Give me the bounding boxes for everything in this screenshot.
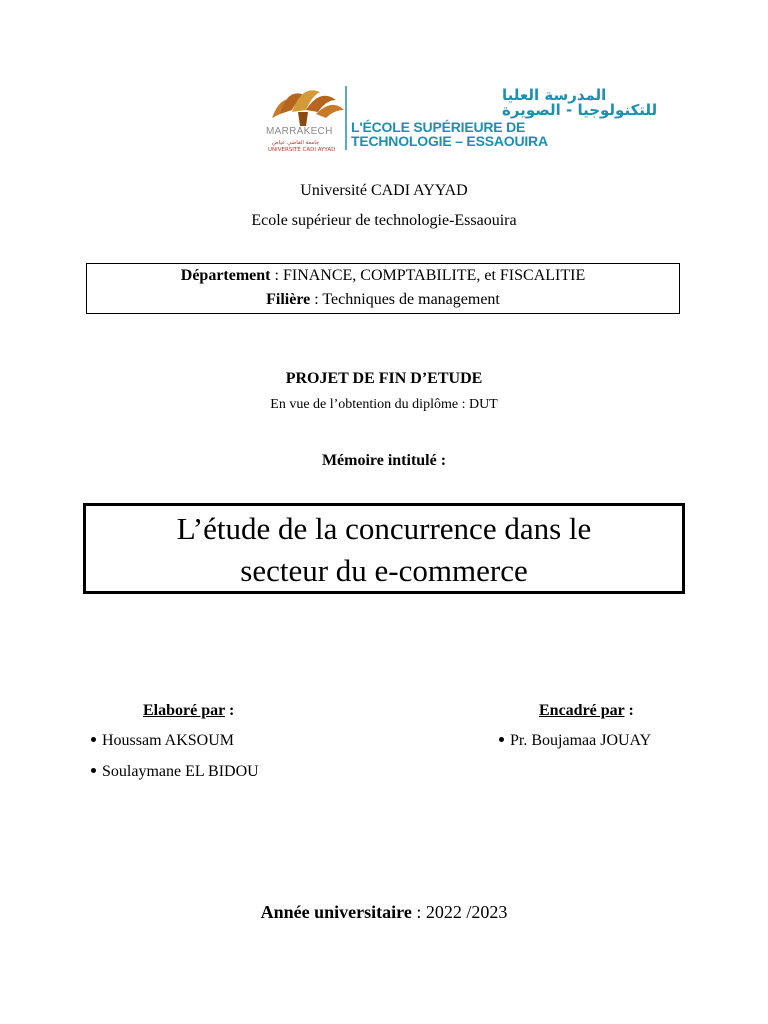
filiere-line	[87, 291, 679, 309]
authors-heading	[143, 702, 234, 720]
author-name: Soulaymane EL BIDOU	[102, 763, 259, 780]
authors-heading-text: Elaboré par	[143, 702, 225, 719]
academic-year-label: Année universitaire	[260, 902, 412, 922]
logo-school-fr-line1: L'ÉCOLE SUPÉRIEURE DE	[351, 119, 526, 135]
department-line	[87, 267, 679, 285]
supervisor-name: Pr. Boujamaa JOUAY	[510, 732, 652, 749]
department-box	[86, 263, 680, 314]
logo-graphic	[262, 82, 658, 154]
authors-heading-suffix: :	[224, 702, 235, 719]
logo-univ-ar-text: جامعة القاضي عياض	[272, 140, 320, 146]
logo-univ-fr-text: UNIVERSITÉ CADI AYYAD	[268, 147, 336, 153]
logo-city-text: MARRAKECH	[266, 126, 333, 137]
thesis-title-line1: L’étude de la concurrence dans le	[176, 511, 592, 546]
bullet-icon	[499, 737, 504, 742]
bullet-icon	[91, 737, 96, 742]
logo-school-ar-line2: للتكنولوجيا - الصويرة	[502, 101, 658, 119]
logo-school-fr-line2: TECHNOLOGIE – ESSAOUIRA	[351, 133, 548, 149]
filiere-value: : Techniques de management	[310, 291, 500, 308]
university-name: Université CADI AYYAD	[300, 182, 468, 199]
memoire-label: Mémoire intitulé :	[321, 452, 447, 469]
author-item	[91, 763, 259, 781]
bullet-icon	[91, 768, 96, 773]
supervisor-item	[499, 732, 651, 750]
filiere-label: Filière	[266, 291, 311, 308]
author-name: Houssam AKSOUM	[102, 732, 235, 749]
supervisor-heading-suffix: :	[624, 702, 634, 719]
school-name: Ecole supérieur de technologie-Essaouira	[251, 212, 517, 229]
department-label: Département	[180, 267, 271, 284]
thesis-title-line2: secteur du e-commerce	[240, 553, 528, 588]
author-item	[91, 732, 234, 750]
academic-year-value: : 2022 /2023	[411, 902, 508, 922]
thesis-title-box	[83, 503, 685, 594]
project-heading: PROJET DE FIN D’ETUDE	[285, 370, 483, 387]
supervisor-heading-text: Encadré par	[539, 702, 625, 719]
academic-year	[0, 902, 768, 923]
palm-emblem-icon	[272, 90, 344, 126]
department-value: : FINANCE, COMPTABILITE, et FISCALITIE	[270, 267, 586, 284]
logo-school-ar-line1: المدرسة العليا	[502, 86, 607, 104]
school-logo	[262, 82, 658, 154]
project-subheading: En vue de l’obtention du diplôme : DUT	[270, 397, 498, 412]
supervisor-heading	[539, 702, 634, 720]
